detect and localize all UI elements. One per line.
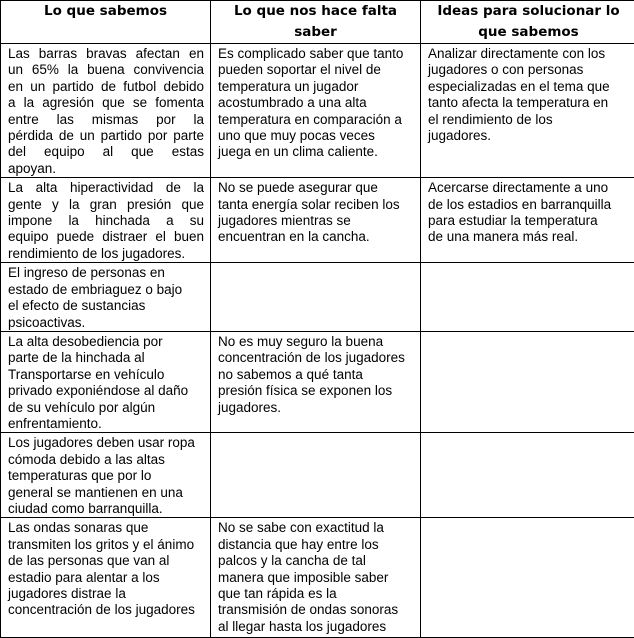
cell-text-line: jugadores o con personas (428, 62, 630, 78)
cell-unknown (211, 433, 421, 518)
cell-text-line: transmiten los gritos y el ánimo (8, 537, 204, 553)
cell-text-line: concentración de los jugadores (8, 602, 204, 618)
cell-text-line: no sabemos a qué tanta (218, 367, 414, 383)
cell-text-line: No es muy seguro la buena (218, 334, 414, 350)
cell-text-line: psicoactivas. (8, 315, 204, 331)
table-row (1, 518, 634, 638)
cell-text-line: privado exponiéndose al daño (8, 383, 204, 399)
cell-text-line: acostumbrado a una alta (218, 95, 414, 111)
header-what-we-need-to-know: Lo que nos hace falta saber (211, 1, 421, 44)
cell-text-line: ciudad como barranquilla. (8, 501, 204, 517)
cell-text-line: gente y la gran presión que (8, 197, 204, 213)
cell-text-line: apoyan. (8, 161, 204, 177)
cell-text-line: entre las mismas por la (8, 112, 204, 128)
cell-idea (421, 518, 634, 638)
table-row (1, 263, 634, 332)
cell-text-line: rendimiento de los jugadores. (8, 246, 204, 262)
cell-text-line: temperaturas que por lo (8, 468, 204, 484)
table-row (1, 44, 634, 178)
cell-text-line: parte de la hinchada al (8, 350, 204, 366)
cell-text-line: especializadas en el tema que (428, 79, 630, 95)
table-row (1, 178, 634, 263)
cell-text-line: Acercarse directamente a uno (428, 180, 630, 196)
cell-text-line: de las personas que van al (8, 553, 204, 569)
cell-unknown (211, 44, 421, 178)
cell-text-line: jugadores. (428, 128, 630, 144)
cell-text-line: para estudiar la temperatura (428, 213, 630, 229)
cell-text-line: uno que muy pocas veces (218, 128, 414, 144)
cell-text-line: presión física se exponen los (218, 383, 414, 399)
cell-text-line: general se mantienen en una (8, 485, 204, 501)
cell-text-line: al llegar hasta los jugadores (218, 619, 414, 635)
cell-known (1, 433, 211, 518)
cell-text-line: estado de embriaguez o bajo (8, 282, 204, 298)
cell-idea (421, 433, 634, 518)
cell-text-line: de una manera más real. (428, 229, 630, 245)
cell-text-line: manera que imposible saber (218, 570, 414, 586)
cell-text-line: el rendimiento de los (428, 112, 630, 128)
cell-unknown (211, 518, 421, 638)
cell-text-line: La alta desobediencia por (8, 334, 204, 350)
cell-text-line: La alta hiperactividad de la (8, 180, 204, 196)
header-what-we-know: Lo que sabemos (1, 1, 211, 44)
cell-text-line: enfrentamiento. (8, 416, 204, 432)
cell-text-line: pérdida de un partido por parte (8, 128, 204, 144)
cell-text-line: Los jugadores deben usar ropa (8, 435, 204, 451)
cell-text-line: jugadores distrae la (8, 586, 204, 602)
cell-text-line: juega en un clima caliente. (218, 144, 414, 160)
cell-idea (421, 263, 634, 332)
table-row (1, 331, 634, 432)
cell-text-line: pueden soportar el nivel de (218, 62, 414, 78)
cell-text-line: de los estadios en barranquilla (428, 197, 630, 213)
cell-unknown (211, 263, 421, 332)
cell-text-line: No se puede asegurar que (218, 180, 414, 196)
cell-text-line: No se sabe con exactitud la (218, 520, 414, 536)
cell-text-line: estadio para alentar a los (8, 570, 204, 586)
header-row (1, 1, 634, 44)
cell-unknown (211, 178, 421, 263)
cell-unknown (211, 331, 421, 432)
header-ideas-to-solve: Ideas para solucionar lo que sabemos (421, 1, 634, 44)
cell-text-line: distancia que hay entre los (218, 537, 414, 553)
cell-text-line: de su vehículo por algún (8, 400, 204, 416)
cell-idea (421, 331, 634, 432)
cell-text-line: palcos y la cancha de tal (218, 553, 414, 569)
cell-known (1, 331, 211, 432)
cell-text-line: encuentran en la cancha. (218, 229, 414, 245)
cell-known (1, 178, 211, 263)
cell-text-line: cómoda debido a las altas (8, 452, 204, 468)
cell-text-line: del equipo al que estas (8, 144, 204, 160)
cell-idea (421, 44, 634, 178)
cell-text-line: equipo puede distraer el buen (8, 229, 204, 245)
table-row (1, 433, 634, 518)
cell-text-line: tanta energía solar reciben los (218, 197, 414, 213)
cell-text-line: jugadores. (218, 400, 414, 416)
cell-text-line: Analizar directamente con los (428, 46, 630, 62)
cell-text-line: impone la hinchada a su (8, 213, 204, 229)
cell-text-line: Las ondas sonaras que (8, 520, 204, 536)
cell-text-line: concentración de los jugadores (218, 350, 414, 366)
cell-text-line: Las barras bravas afectan en (8, 46, 204, 62)
cell-known (1, 263, 211, 332)
cell-text-line: transmisión de ondas sonoras (218, 602, 414, 618)
cell-known (1, 44, 211, 178)
cell-text-line: en un partido de futbol debido (8, 79, 204, 95)
cell-idea (421, 178, 634, 263)
cell-text-line: Transportarse en vehículo (8, 367, 204, 383)
cell-text-line: Es complicado saber que tanto (218, 46, 414, 62)
cell-text-line: El ingreso de personas en (8, 265, 204, 281)
cell-text-line: el efecto de sustancias (8, 298, 204, 314)
cell-text-line: que tan rápida es la (218, 586, 414, 602)
cell-text-line: temperatura un jugador (218, 79, 414, 95)
cell-known (1, 518, 211, 638)
cell-text-line: tanto afecta la temperatura en (428, 95, 630, 111)
cell-text-line: temperatura en comparación a (218, 112, 414, 128)
cell-text-line: un 65% la buena convivencia (8, 62, 204, 78)
cell-text-line: a la agresión que se fomenta (8, 95, 204, 111)
cell-text-line: jugadores mientras se (218, 213, 414, 229)
